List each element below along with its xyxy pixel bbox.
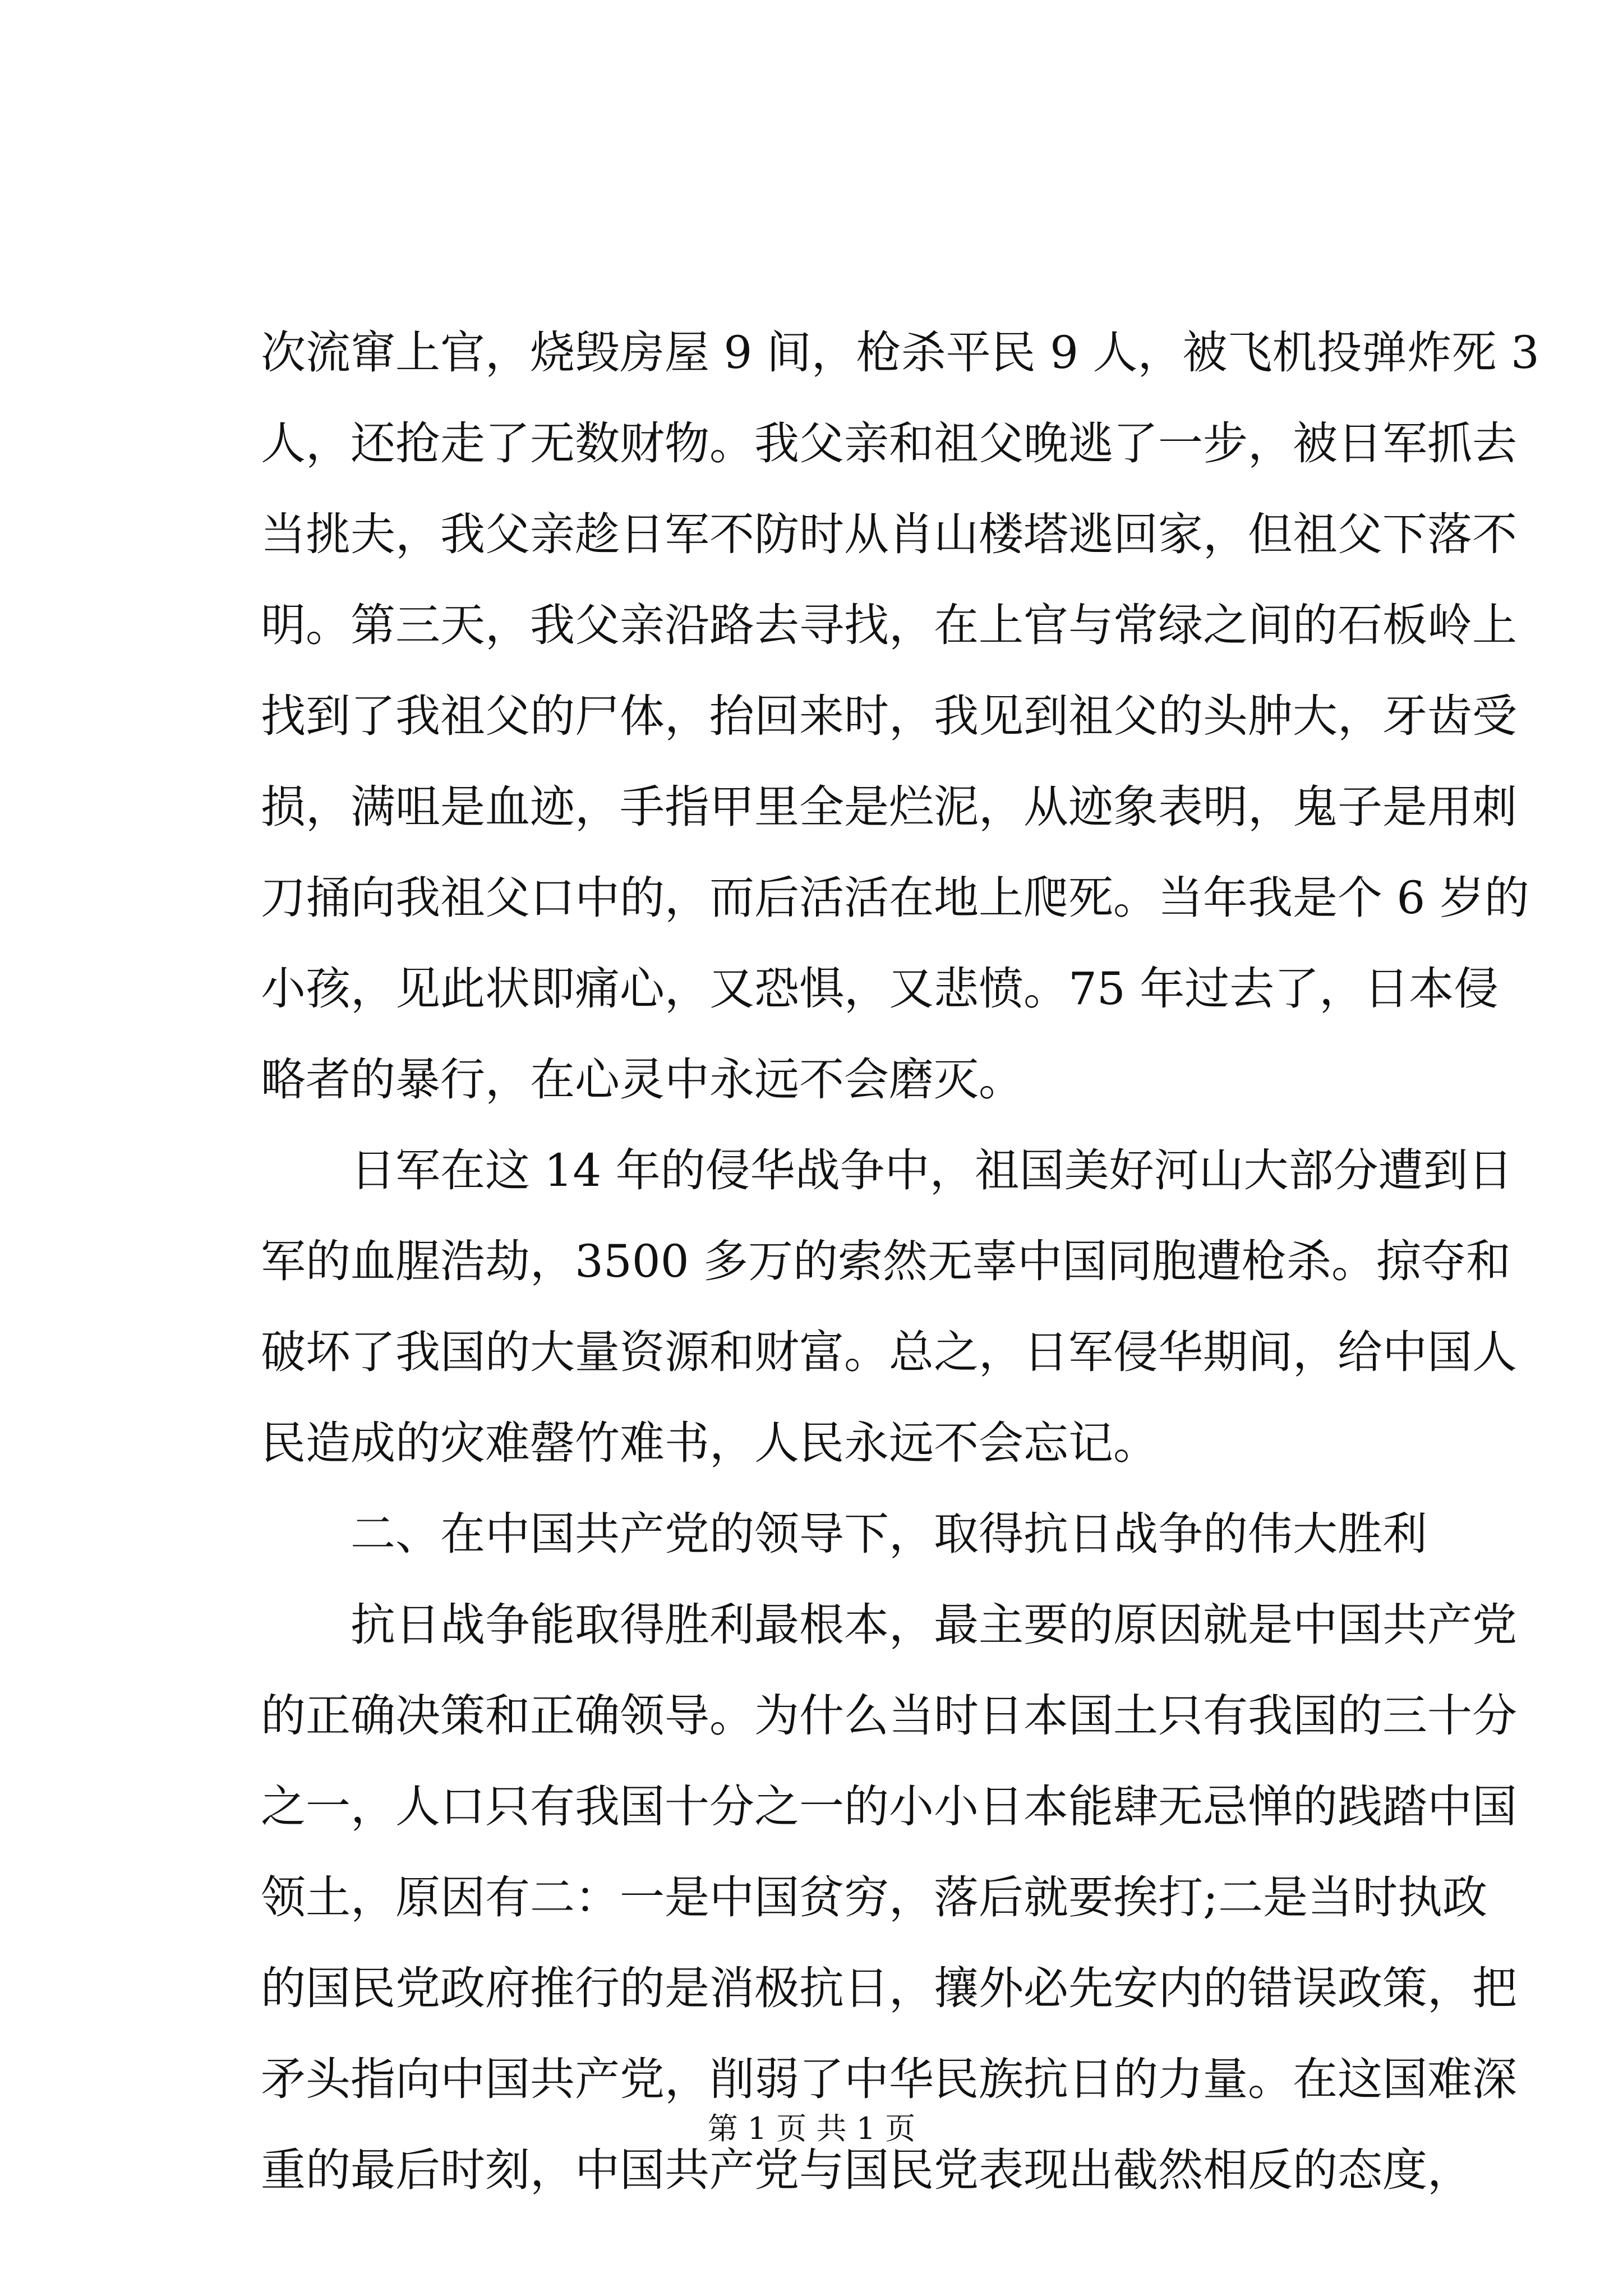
- text-line: 的国民党政府推行的是消极抗日，攘外必先安内的错误政策，把: [261, 1962, 1517, 2014]
- text-line: 重的最后时刻，中国共产党与国民党表现出截然相反的态度，: [261, 2144, 1472, 2196]
- document-body: [261, 307, 1539, 2216]
- text-line: 次流窜上官，烧毁房屋 9 间，枪杀平民 9 人，被飞机投弹炸死 3: [261, 326, 1539, 379]
- text-line: 之一，人口只有我国十分之一的小小日本能肆无忌惮的践踏中国: [261, 1780, 1517, 1833]
- text-line: 小孩，见此状即痛心，又恐惧，又悲愤。75 年过去了，日本侵: [261, 963, 1499, 1015]
- section-heading: 二、在中国共产党的领导下，取得抗日战争的伟大胜利: [351, 1508, 1427, 1560]
- text-line: 矛头指向中国共产党，削弱了中华民族抗日的力量。在这国难深: [261, 2053, 1517, 2105]
- text-line: 刀捅向我祖父口中的，而后活活在地上爬死。当年我是个 6 岁的: [261, 872, 1529, 924]
- text-line: 民造成的灾难罄竹难书，人民永远不会忘记。: [261, 1417, 1158, 1469]
- text-line: 明。第三天，我父亲沿路去寻找，在上官与常绿之间的石板岭上: [261, 599, 1517, 651]
- text-line: 抗日战争能取得胜利最根本，最主要的原因就是中国共产党: [351, 1599, 1517, 1651]
- text-line: 略者的暴行，在心灵中永远不会磨灭。: [261, 1053, 1023, 1106]
- text-line: 日军在这 14 年的侵华战争中，祖国美好河山大部分遭到日: [351, 1144, 1513, 1197]
- text-line: 当挑夫，我父亲趁日军不防时从肖山楼塔逃回家，但祖父下落不: [261, 508, 1517, 560]
- text-line: 破坏了我国的大量资源和财富。总之，日军侵华期间，给中国人: [261, 1326, 1517, 1378]
- text-line: 找到了我祖父的尸体，抬回来时，我见到祖父的头肿大，牙齿受: [261, 690, 1517, 742]
- page-footer: 第 1 页 共 1 页: [707, 2111, 916, 2146]
- text-line: 损，满咀是血迹，手指甲里全是烂泥，从迹象表明，鬼子是用刺: [261, 781, 1517, 833]
- text-line: 领土，原因有二：一是中国贫穷，落后就要挨打;二是当时执政: [261, 1871, 1487, 1924]
- text-line: 人，还抢走了无数财物。我父亲和祖父晚逃了一步，被日军抓去: [261, 417, 1517, 470]
- text-line: 的正确决策和正确领导。为什么当时日本国土只有我国的三十分: [261, 1690, 1517, 1742]
- text-line: 军的血腥浩劫，3500 多万的索然无辜中国同胞遭枪杀。掠夺和: [261, 1235, 1511, 1287]
